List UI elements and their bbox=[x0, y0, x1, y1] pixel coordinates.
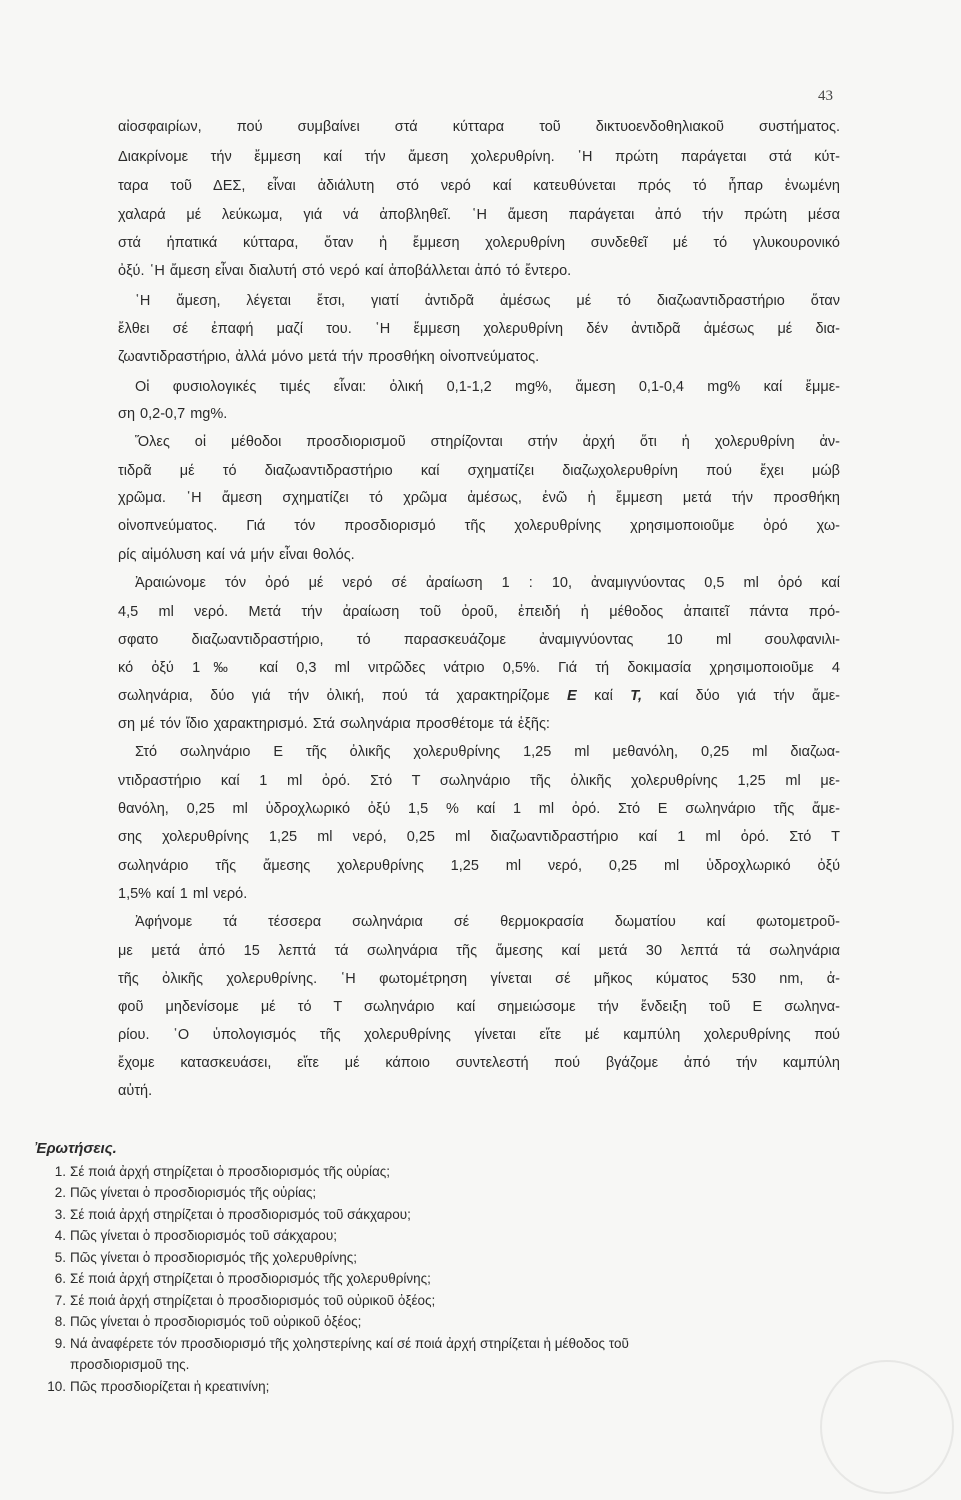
question-text: Σέ ποιά ἀρχή στηρίζεται ὁ προσδιορισμός τῆς χολερυθρίνης; bbox=[70, 1271, 431, 1286]
text-line: 1,5% καί 1 ml νερό. bbox=[118, 886, 248, 902]
question-number: 5. bbox=[54, 1250, 66, 1265]
page-number: 43 bbox=[818, 88, 833, 104]
text-line: Διακρίνομε τήν ἔμμεση καί τήν ἄμεση χολερυθρίνη. ῾Η πρώτη παράγεται στά κύτ- bbox=[118, 149, 840, 165]
question-text: Πῶς γίνεται ὁ προσδιορισμός τοῦ σάκχαρου; bbox=[70, 1228, 337, 1243]
text-line: στά ἡπατικά κύτταρα, ὅταν ἡ ἔμμεση χολερυθρίνη συνδεθεῖ μέ τό γλυκουρονικό bbox=[118, 235, 840, 251]
question-item bbox=[34, 1162, 390, 1182]
text-line: ρίου. ῾Ο ὑπολογισμός τῆς χολερυθρίνης γίνεται εἴτε μέ καμπύλη χολερυθρίνης πού bbox=[118, 1027, 840, 1043]
text-line: ῾Η ἄμεση, λέγεται ἔτσι, γιατί ἀντιδρᾶ ἀμέσως μέ τό διαζωαντιδραστήριο ὅταν bbox=[135, 293, 840, 309]
question-number: 10. bbox=[47, 1379, 66, 1394]
text-line: ση μέ τόν ἴδιο χαρακτηρισμό. Στά σωληνάρια προσθέτομε τά ἑξῆς: bbox=[118, 716, 550, 732]
text-line: φοῦ μηδενίσομε μέ τό Τ σωληνάριο καί σημειώσομε τήν ἔνδειξη τοῦ Ε σωληνα- bbox=[118, 999, 840, 1015]
text-line: Στό σωληνάριο Ε τῆς ὀλικῆς χολερυθρίνης 1,25 ml μεθανόλη, 0,25 ml διαζωα- bbox=[135, 744, 840, 760]
question-item bbox=[34, 1248, 357, 1268]
text-line: ἔλθει σέ ἐπαφή μαζί του. ῾Η ἔμμεση χολερυθρίνη δέν ἀντιδρᾶ ἀμέσως μέ δια- bbox=[118, 321, 840, 337]
text-line: ντιδραστήριο καί 1 ml ὀρό. Στό Τ σωληνάριο τῆς ὀλικῆς χολερυθρίνης 1,25 ml με- bbox=[118, 773, 840, 789]
text-line: σης χολερυθρίνης 1,25 ml νερό, 0,25 ml διαζωαντιδραστήριο καί 1 ml ὀρό. Στό Τ bbox=[118, 829, 840, 845]
text-line: θανόλη, 0,25 ml ὑδροχλωρικό ὀξύ 1,5 % καί 1 ml ὀρό. Στό Ε σωληνάριο τῆς ἄμε- bbox=[118, 801, 840, 817]
question-text: Νά ἀναφέρετε τόν προσδιορισμό τῆς χοληστερίνης καί σέ ποιά ἀρχή στηρίζεται ἡ μέθοδος τοῦ bbox=[70, 1336, 629, 1351]
text-line: Οἱ φυσιολογικές τιμές εἶναι: ὀλική 0,1-1,2 mg%, ἄμεση 0,1-0,4 mg% καί ἔμμε- bbox=[135, 379, 840, 395]
tube-label-t: T, bbox=[630, 688, 643, 704]
question-item bbox=[34, 1312, 361, 1332]
text-span: σωληνάρια, δύο γιά τήν ὀλική, πού τά χαρακτηρίζομε bbox=[118, 688, 568, 704]
question-text: Πῶς γίνεται ὁ προσδιορισμός τῆς χολερυθρίνης; bbox=[70, 1250, 358, 1265]
text-line: χαλαρά μέ λεύκωμα, γιά νά ἀποβληθεῖ. ῾Η ἄμεση παράγεται ἀπό τήν πρώτη μέσα bbox=[118, 207, 840, 223]
question-item bbox=[34, 1205, 411, 1225]
text-line: Ἀφήνομε τά τέσσερα σωληνάρια σέ θερμοκρασία δωματίου καί φωτομετροῦ- bbox=[135, 914, 840, 930]
text-line: αἰοσφαιρίων, πού συμβαίνει στά κύτταρα τοῦ δικτυοενδοθηλιακοῦ συστήματος. bbox=[118, 119, 840, 135]
question-number: 2. bbox=[54, 1185, 66, 1200]
text-line: αὐτή. bbox=[118, 1083, 153, 1099]
text-line: ἔχομε κατασκευάσει, εἴτε μέ κάποιο συντελεστή πού βγάζομε ἀπό τήν καμπύλη bbox=[118, 1055, 840, 1071]
question-number: 9. bbox=[54, 1336, 66, 1351]
question-item bbox=[34, 1377, 269, 1397]
text-span: καί bbox=[576, 688, 631, 704]
question-continuation: προσδιορισμοῦ της. bbox=[70, 1357, 190, 1372]
text-line: ταρα τοῦ ΔΕΣ, εἶναι ἀδιάλυτη στό νερό καί κατευθύνεται πρός τό ἧπαρ ἑνωμένη bbox=[118, 178, 840, 194]
text-line: 4,5 ml νερό. Μετά τήν ἀραίωση τοῦ ὀροῦ, ἐπειδή ἡ μέθοδος ἀπαιτεῖ πάντα πρό- bbox=[118, 604, 840, 620]
text-line: χρῶμα. ῾Η ἄμεση σχηματίζει τό χρῶμα ἀμέσως, ἐνῶ ἡ ἔμμεση μετά τήν προσθήκη bbox=[118, 490, 840, 506]
question-item bbox=[34, 1183, 316, 1203]
question-number: 3. bbox=[54, 1207, 66, 1222]
question-text: Σέ ποιά ἀρχή στηρίζεται ὁ προσδιορισμός τῆς οὐρίας; bbox=[70, 1164, 391, 1179]
question-text: Σέ ποιά ἀρχή στηρίζεται ὁ προσδιορισμός τοῦ σάκχαρου; bbox=[70, 1207, 411, 1222]
question-item bbox=[34, 1269, 431, 1289]
text-line: ζωαντιδραστήριο, ἀλλά μόνο μετά τήν προσθήκη οἰνοπνεύματος. bbox=[118, 349, 540, 365]
text-line: ὀξύ. ῾Η ἄμεση εἶναι διαλυτή στό νερό καί ἀποβάλλεται ἀπό τό ἔντερο. bbox=[118, 263, 572, 279]
question-number: 1. bbox=[54, 1164, 66, 1179]
question-item bbox=[34, 1291, 435, 1311]
library-stamp-watermark bbox=[820, 1360, 954, 1494]
text-line: κό ὀξύ 1‰ καί 0,3 ml νιτρῶδες νάτριο 0,5%. Γιά τή δοκιμασία χρησιμοποιοῦμε 4 bbox=[118, 660, 840, 676]
text-span: καί δύο γιά τήν ἄμε- bbox=[642, 688, 840, 704]
text-line: ση 0,2-0,7 mg%. bbox=[118, 406, 228, 422]
question-item bbox=[34, 1226, 337, 1246]
tube-label-e: E bbox=[567, 688, 577, 704]
question-number: 4. bbox=[54, 1228, 66, 1243]
questions-heading: Ἐρωτήσεις. bbox=[35, 1140, 117, 1157]
question-number: 8. bbox=[54, 1314, 66, 1329]
question-text: Πῶς γίνεται ὁ προσδιορισμός τοῦ οὐρικοῦ ὀξέος; bbox=[70, 1314, 362, 1329]
text-line: τιδρᾶ μέ τό διαζωαντιδραστήριο καί σχηματίζει διαζωχολερυθρίνη πού ἔχει μώβ bbox=[118, 463, 840, 479]
question-number: 6. bbox=[54, 1271, 66, 1286]
text-line bbox=[118, 684, 840, 708]
text-line: Ἀραιώνομε τόν ὀρό μέ νερό σέ ἀραίωση 1 : 10, ἀναμιγνύοντας 0,5 ml ὀρό καί bbox=[135, 575, 840, 591]
text-line: οἰνοπνεύματος. Γιά τόν προσδιορισμό τῆς χολερυθρίνης χρησιμοποιοῦμε ὀρό χω- bbox=[118, 518, 840, 534]
question-text: Πῶς γίνεται ὁ προσδιορισμός τῆς οὐρίας; bbox=[70, 1185, 317, 1200]
text-line: τῆς ὀλικῆς χολερυθρίνης. ῾Η φωτομέτρηση γίνεται σέ μῆκος κύματος 530 nm, ἀ- bbox=[118, 971, 840, 987]
question-text: Σέ ποιά ἀρχή στηρίζεται ὁ προσδιορισμός τοῦ οὐρικοῦ ὀξέος; bbox=[70, 1293, 436, 1308]
question-text: Πῶς προσδιορίζεται ἡ κρεατινίνη; bbox=[70, 1379, 270, 1394]
text-line: ρίς αἱμόλυση καί νά μήν εἶναι θολός. bbox=[118, 547, 355, 563]
text-line: σφατο διαζωαντιδραστήριο, τό παρασκευάζομε ἀναμιγνύοντας 10 ml σουλφανιλι- bbox=[118, 632, 840, 648]
text-line: Ὅλες οἱ μέθοδοι προσδιορισμοῦ στηρίζονται στήν ἀρχή ὅτι ἡ χολερυθρίνη ἀν- bbox=[135, 434, 840, 450]
question-number: 7. bbox=[54, 1293, 66, 1308]
text-line: με μετά ἀπό 15 λεπτά τά σωληνάρια τῆς ἄμεσης καί μετά 30 λεπτά τά σωληνάρια bbox=[118, 943, 840, 959]
question-item bbox=[34, 1334, 629, 1354]
text-line: σωληνάριο τῆς ἄμεσης χολερυθρίνης 1,25 ml νερό, 0,25 ml ὑδροχλωρικό ὀξύ bbox=[118, 858, 840, 874]
